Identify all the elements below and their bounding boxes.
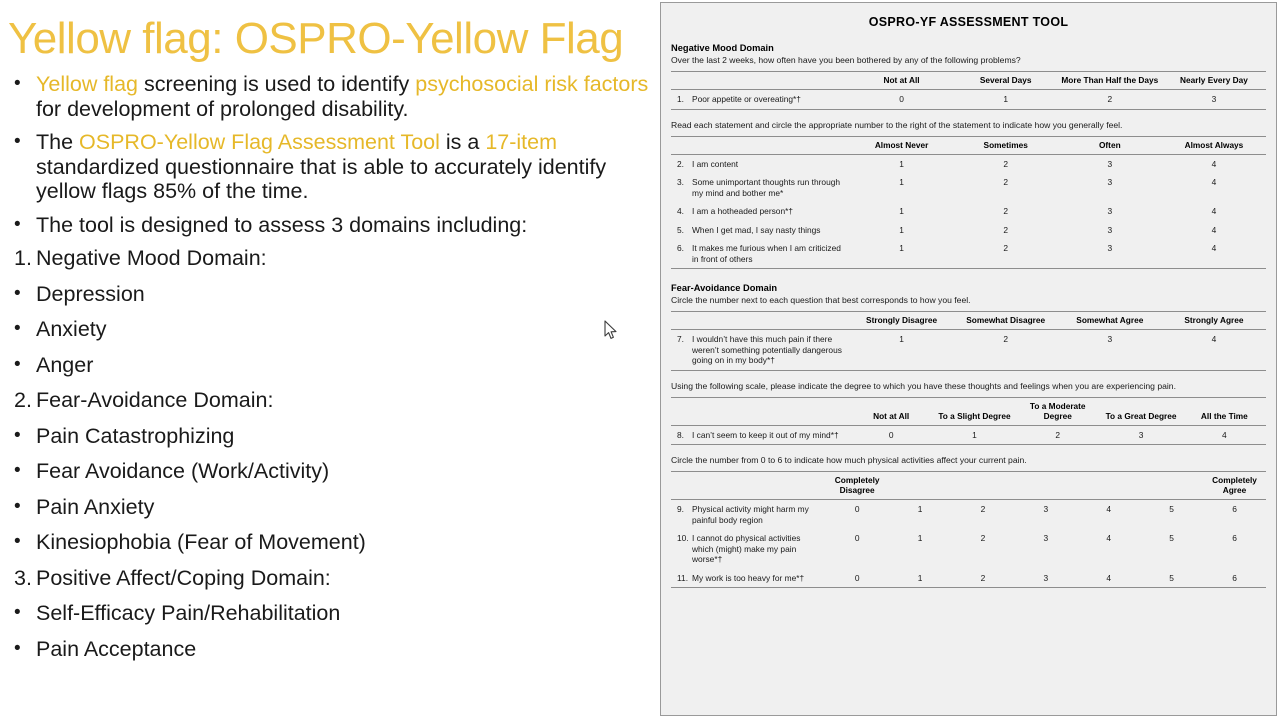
plain-text: for development of prolonged disability. xyxy=(36,96,409,121)
list-item xyxy=(0,459,660,484)
question-text-cell xyxy=(671,425,850,445)
section-spacer xyxy=(671,371,1266,379)
question-text-cell xyxy=(671,330,850,371)
table-row xyxy=(671,529,1266,569)
table-header-blank xyxy=(671,312,850,330)
response-option-value[interactable]: 4 xyxy=(1183,425,1266,445)
page-title: Yellow flag: OSPRO-Yellow Flag xyxy=(8,14,624,63)
table-row xyxy=(671,173,1266,202)
plain-text: screening is used to identify xyxy=(138,72,416,96)
list-item xyxy=(0,282,660,307)
response-option-value[interactable]: 0 xyxy=(854,533,860,543)
numbered-list-item xyxy=(0,388,660,413)
list-item xyxy=(0,72,660,121)
list-item xyxy=(0,530,660,555)
column-header: All the Time xyxy=(1183,397,1266,425)
column-header xyxy=(1077,472,1140,500)
questionnaire-table xyxy=(671,71,1266,110)
table-row xyxy=(671,202,1266,221)
response-option-value[interactable]: 3 xyxy=(1043,533,1049,543)
response-option-value[interactable]: 3 xyxy=(1058,239,1162,269)
list-item-text xyxy=(36,424,660,449)
list-number: 3. xyxy=(14,565,32,590)
column-header: Not at All xyxy=(850,72,954,90)
list-item-text xyxy=(36,388,660,413)
question-number: 3. xyxy=(677,177,684,187)
question-text-cell xyxy=(671,202,850,221)
question-label: I am content xyxy=(692,158,739,169)
response-option-value[interactable]: 1 xyxy=(850,330,954,371)
column-header: To a Moderate Degree xyxy=(1016,397,1099,425)
question-number: 6. xyxy=(677,243,684,253)
plain-text: Positive Affect/Coping Domain: xyxy=(36,565,331,590)
bullet-point-icon: • xyxy=(14,131,21,152)
plain-text: standardized questionnaire that is able to accurately identify yellow flags 85% of the time. xyxy=(36,154,607,203)
document-sections xyxy=(661,43,1276,588)
plain-text: Pain Catastrophizing xyxy=(36,423,235,448)
question-text-cell xyxy=(671,569,826,588)
list-number: 2. xyxy=(14,388,32,412)
list-item-text xyxy=(36,566,660,591)
table-header-row xyxy=(671,72,1266,90)
table-row xyxy=(671,90,1266,110)
list-item-text xyxy=(36,601,660,626)
column-header: Not at All xyxy=(850,397,933,425)
assessment-tool-document xyxy=(660,2,1277,716)
questionnaire-table xyxy=(671,471,1266,588)
column-header: Somewhat Disagree xyxy=(954,312,1058,330)
response-option-value[interactable]: 1 xyxy=(899,177,904,187)
plain-text: Fear-Avoidance Domain: xyxy=(36,388,274,412)
list-item-text xyxy=(36,459,660,484)
question-label: I can’t seem to keep it out of my mind*† xyxy=(692,429,839,440)
response-option-value[interactable]: 5 xyxy=(1169,533,1174,543)
column-header: Strongly Agree xyxy=(1162,312,1266,330)
numbered-list-item xyxy=(0,566,660,591)
response-option-value[interactable]: 4 xyxy=(1211,158,1217,169)
table-header-row xyxy=(671,312,1266,330)
table-header-blank xyxy=(671,397,850,425)
questionnaire-table xyxy=(671,397,1266,446)
column-header: To a Great Degree xyxy=(1099,397,1182,425)
list-item xyxy=(0,317,660,342)
plain-text: Kinesiophobia (Fear of Movement) xyxy=(36,530,366,554)
question-number: 8. xyxy=(677,429,684,440)
list-item-text xyxy=(36,130,660,204)
plain-text: Negative Mood Domain: xyxy=(36,246,267,270)
list-item xyxy=(0,424,660,449)
highlighted-text: OSPRO-Yellow Flag Assessment Tool xyxy=(79,130,440,154)
column-header: Somewhat Agree xyxy=(1058,312,1162,330)
question-text-cell xyxy=(671,173,850,202)
plain-text: Pain Acceptance xyxy=(36,636,197,661)
response-option-value[interactable]: 3 xyxy=(1107,177,1113,187)
response-option-value[interactable]: 1 xyxy=(889,569,952,588)
table-header-row xyxy=(671,397,1266,425)
response-option-value[interactable]: 2 xyxy=(980,504,986,514)
response-option-value[interactable]: 4 xyxy=(1106,533,1112,543)
list-item-text xyxy=(36,495,660,520)
column-header xyxy=(889,472,952,500)
response-option-value[interactable]: 3 xyxy=(1107,158,1113,169)
list-item-text xyxy=(36,213,660,238)
table-row xyxy=(671,239,1266,269)
list-item xyxy=(0,637,660,662)
bullet-point-icon: • xyxy=(14,637,21,659)
response-option-value[interactable]: 2 xyxy=(1016,425,1099,445)
bullet-point-icon: • xyxy=(14,531,21,552)
bullet-point-icon: • xyxy=(14,73,21,94)
section-spacer xyxy=(671,110,1266,118)
column-header: To a Slight Degree xyxy=(933,397,1016,425)
response-option-value[interactable]: 1 xyxy=(899,206,904,216)
response-option-value[interactable]: 4 xyxy=(1077,569,1140,588)
plain-text: Depression xyxy=(36,281,145,306)
bullet-point-icon: • xyxy=(14,318,21,339)
response-option-value[interactable]: 4 xyxy=(1162,239,1266,269)
response-option-value[interactable]: 2 xyxy=(980,533,986,543)
list-item xyxy=(0,353,660,378)
response-option-value[interactable]: 1 xyxy=(899,224,904,235)
section-spacer xyxy=(671,445,1266,453)
list-item-text xyxy=(36,282,660,307)
table-header-blank xyxy=(671,72,850,90)
column-header xyxy=(1140,472,1203,500)
question-label: It makes me furious when I am criticized in front of others xyxy=(692,243,841,264)
section-heading: Fear-Avoidance Domain xyxy=(671,283,778,293)
question-text-cell xyxy=(671,239,850,269)
column-header: Sometimes xyxy=(954,136,1058,154)
column-header: Often xyxy=(1058,136,1162,154)
question-number: 4. xyxy=(677,206,684,216)
response-option-value[interactable]: 1 xyxy=(954,90,1058,110)
highlighted-text: 17-item xyxy=(485,130,558,154)
question-label: I cannot do physical activities which (might) make my pain worse*† xyxy=(692,533,801,564)
plain-text: Fear Avoidance (Work/Activity) xyxy=(36,459,330,483)
response-option-value[interactable]: 3 xyxy=(1162,90,1266,110)
question-label: Some unimportant thoughts run through my mind and bother me* xyxy=(692,177,841,198)
response-option-value[interactable]: 6 xyxy=(1232,504,1237,514)
section-instruction: Circle the number next to each question that best corresponds to how you feel. xyxy=(671,295,971,305)
response-option-value[interactable]: 3 xyxy=(1043,504,1049,514)
plain-text: Self-Efficacy Pain/Rehabilitation xyxy=(36,601,341,625)
question-number: 11. xyxy=(677,572,689,583)
response-option-value[interactable]: 0 xyxy=(850,425,933,445)
document-title: OSPRO-YF ASSESSMENT TOOL xyxy=(868,15,1069,29)
table-row xyxy=(671,154,1266,173)
questionnaire-table xyxy=(671,136,1266,270)
table-row xyxy=(671,221,1266,240)
response-option-value[interactable]: 2 xyxy=(954,330,1058,371)
table-header-blank xyxy=(671,472,826,500)
response-option-value[interactable]: 3 xyxy=(1058,330,1162,371)
response-option-value[interactable]: 3 xyxy=(1107,206,1113,216)
plain-text: The xyxy=(36,130,80,154)
response-option-value[interactable]: 1 xyxy=(899,158,904,169)
response-option-value[interactable]: 3 xyxy=(1014,569,1077,588)
bullet-point-icon: • xyxy=(14,424,21,446)
question-label: Physical activity might harm my painful body region xyxy=(692,504,809,525)
bullet-point-icon: • xyxy=(14,460,21,481)
slide-bullet-list xyxy=(0,72,660,672)
response-option-value[interactable]: 1 xyxy=(917,504,923,514)
section-instruction: Over the last 2 weeks, how often have you been bothered by any of the following problems? xyxy=(671,55,1021,65)
plain-text: The tool is designed to assess 3 domains including: xyxy=(36,212,528,237)
list-item-text xyxy=(36,353,660,378)
response-option-value[interactable]: 0 xyxy=(826,569,889,588)
column-header: Almost Never xyxy=(850,136,954,154)
column-header xyxy=(951,472,1014,500)
response-option-value[interactable]: 6 xyxy=(1232,533,1237,543)
highlighted-text: Yellow flag xyxy=(36,72,138,96)
table-header-row xyxy=(671,136,1266,154)
response-option-value[interactable]: 5 xyxy=(1169,504,1174,514)
question-label: My work is too heavy for me*† xyxy=(692,572,805,583)
table-row xyxy=(671,425,1266,445)
bullet-point-icon: • xyxy=(14,353,21,375)
list-item xyxy=(0,495,660,520)
column-header: Several Days xyxy=(954,72,1058,90)
column-header: Completely Disagree xyxy=(826,472,889,500)
list-item xyxy=(0,130,660,204)
bullet-point-icon: • xyxy=(14,602,21,623)
response-option-value[interactable]: 5 xyxy=(1140,569,1203,588)
list-item-text xyxy=(36,317,660,342)
section-instruction: Read each statement and circle the appropriate number to the right of the statement to indicate how you generally feel. xyxy=(671,119,1123,130)
column-header: More Than Half the Days xyxy=(1058,72,1162,90)
questionnaire-table xyxy=(671,311,1266,371)
response-option-value[interactable]: 2 xyxy=(954,239,1058,269)
list-item-text xyxy=(36,637,660,662)
response-option-value[interactable]: 4 xyxy=(1211,177,1217,187)
question-label: I wouldn’t have this much pain if there weren’t something potentially dangerous going on in my body*† xyxy=(692,334,842,365)
question-number: 5. xyxy=(677,224,684,235)
response-option-value[interactable]: 1 xyxy=(850,239,954,269)
response-option-value[interactable]: 6 xyxy=(1203,569,1266,588)
table-header-blank xyxy=(671,136,850,154)
bullet-point-icon: • xyxy=(14,213,21,235)
column-header xyxy=(1014,472,1077,500)
question-text-cell xyxy=(671,90,850,110)
table-row xyxy=(671,569,1266,588)
table-row xyxy=(671,500,1266,530)
plain-text: Anger xyxy=(36,352,94,377)
question-text-cell xyxy=(671,529,826,569)
plain-text: is a xyxy=(439,130,486,154)
question-number: 7. xyxy=(677,334,684,344)
column-header: Strongly Disagree xyxy=(850,312,954,330)
list-number: 1. xyxy=(14,246,32,270)
table-row xyxy=(671,330,1266,371)
question-text-cell xyxy=(671,500,826,530)
response-option-value[interactable]: 2 xyxy=(1003,158,1009,169)
question-text-cell xyxy=(671,221,850,240)
list-item xyxy=(0,213,660,238)
question-number: 10. xyxy=(677,533,689,543)
list-item-text xyxy=(36,72,660,121)
bullet-point-icon: • xyxy=(14,495,21,517)
response-option-value[interactable]: 2 xyxy=(1058,90,1162,110)
response-option-value[interactable]: 1 xyxy=(933,425,1016,445)
list-item-text xyxy=(36,530,660,555)
response-option-value[interactable]: 4 xyxy=(1106,504,1112,514)
response-option-value[interactable]: 2 xyxy=(1003,224,1009,235)
list-item-text xyxy=(36,246,660,271)
response-option-value[interactable]: 4 xyxy=(1211,206,1217,216)
response-option-value[interactable]: 0 xyxy=(850,90,954,110)
response-option-value[interactable]: 2 xyxy=(951,569,1014,588)
section-heading: Negative Mood Domain xyxy=(671,43,774,53)
response-option-value[interactable]: 4 xyxy=(1211,224,1217,235)
question-text-cell xyxy=(671,154,850,173)
column-header: Completely Agree xyxy=(1203,472,1266,500)
question-label: When I get mad, I say nasty things xyxy=(692,224,821,235)
column-header: Almost Always xyxy=(1162,136,1266,154)
numbered-list-item xyxy=(0,246,660,271)
section-instruction: Using the following scale, please indicate the degree to which you have these thoughts and feelings when you are experiencing pain. xyxy=(671,380,1176,391)
question-number: 2. xyxy=(677,158,684,169)
response-option-value[interactable]: 2 xyxy=(1003,177,1009,187)
response-option-value[interactable]: 3 xyxy=(1099,425,1182,445)
list-item xyxy=(0,601,660,626)
response-option-value[interactable]: 1 xyxy=(917,533,923,543)
response-option-value[interactable]: 0 xyxy=(854,504,860,514)
section-instruction: Circle the number from 0 to 6 to indicate how much physical activities affect your current pain. xyxy=(671,455,1027,465)
table-header-row xyxy=(671,472,1266,500)
bullet-point-icon: • xyxy=(14,282,21,304)
question-label: I am a hotheaded person*† xyxy=(692,206,794,216)
response-option-value[interactable]: 4 xyxy=(1162,330,1266,371)
highlighted-text: psychosocial risk factors xyxy=(415,72,649,96)
response-option-value[interactable]: 3 xyxy=(1107,224,1113,235)
plain-text: Pain Anxiety xyxy=(36,494,155,519)
question-label: Poor appetite or overeating*† xyxy=(692,94,801,104)
response-option-value[interactable]: 2 xyxy=(1003,206,1009,216)
plain-text: Anxiety xyxy=(36,317,107,341)
question-number: 1. xyxy=(677,94,684,104)
question-number: 9. xyxy=(677,504,684,514)
column-header: Nearly Every Day xyxy=(1162,72,1266,90)
